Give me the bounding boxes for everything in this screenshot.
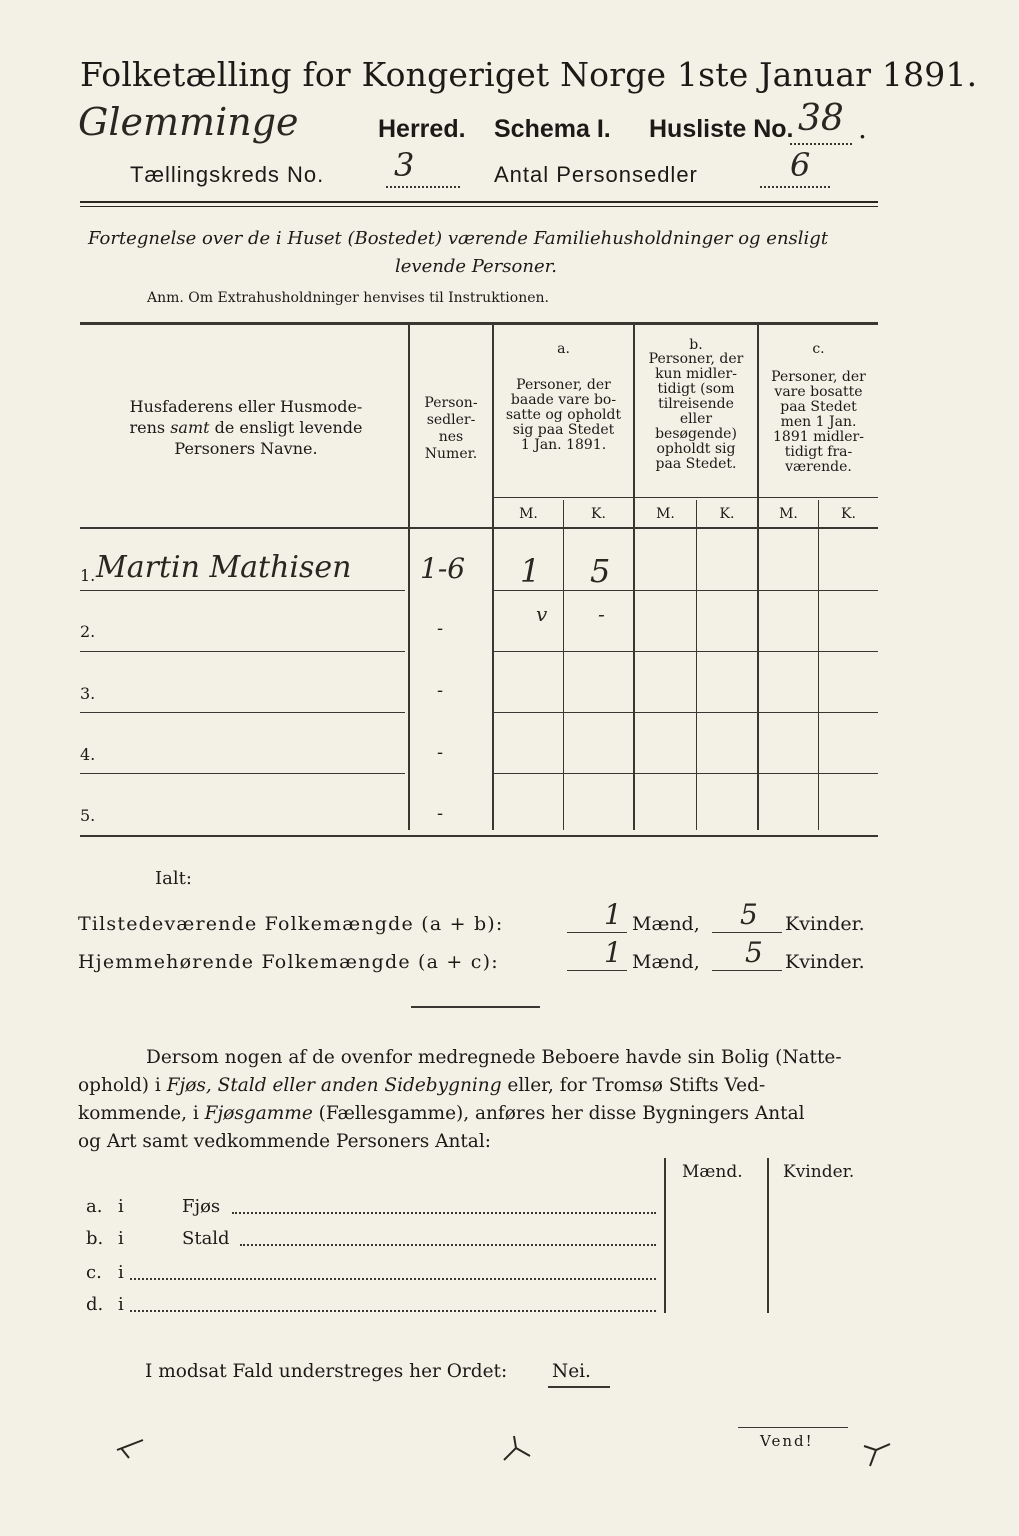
nei-word: Nei. bbox=[552, 1361, 591, 1382]
modsat-text: I modsat Fald understreges her Ordet: bbox=[145, 1361, 508, 1382]
ink-mark-icon bbox=[115, 1436, 145, 1460]
antal-personsedler-label: Antal Personsedler bbox=[494, 162, 698, 187]
section-divider bbox=[411, 1006, 540, 1008]
hjemme-label: Hjemmehørende Folkemængde (a + c): bbox=[78, 951, 499, 973]
hjemme-kvinder: 5 bbox=[745, 936, 763, 969]
schema-label: Schema I. bbox=[494, 115, 611, 143]
row-number: - bbox=[437, 618, 444, 639]
row-number: 1-6 bbox=[420, 552, 466, 585]
col-b-k: K. bbox=[719, 506, 735, 522]
col-names-header: Husfaderens eller Husmode- rens samt de ensligt levende Personers Navne. bbox=[129, 397, 363, 458]
row-number: - bbox=[437, 742, 444, 763]
ialt-label: Ialt: bbox=[155, 868, 192, 889]
intro-note: Anm. Om Extrahusholdninger henvises til Instruktionen. bbox=[147, 290, 549, 306]
table-bottom-rule bbox=[80, 835, 878, 837]
tilstede-maend: 1 bbox=[604, 898, 622, 931]
husliste-number: 38 bbox=[798, 98, 844, 139]
col-number-header: Person- sedler- nes Numer. bbox=[424, 395, 478, 462]
ink-mark-icon bbox=[862, 1442, 892, 1468]
taellingskreds-label: Tællingskreds No. bbox=[130, 162, 325, 187]
header-rule bbox=[80, 201, 878, 203]
buildings-col-maend: Mænd. bbox=[682, 1162, 743, 1182]
buildings-paragraph: Dersom nogen af de ovenfor medregnede Beboere havde sin Bolig (Natte- ophold) i Fjøs, Stald eller anden Sidebygning eller, for Tromsø Stifts Ved- kommende, i Fjøsgamme (Fællesgamme), anføres her disse Bygningers Antal og Art samt vedkommende Personers Antal: bbox=[78, 1047, 842, 1152]
col-a-letter: a. bbox=[557, 341, 570, 357]
antal-personsedler-value: 6 bbox=[790, 146, 811, 184]
form-title: Folketælling for Kongeriget Norge 1ste Januar 1891. bbox=[80, 55, 978, 94]
intro-heading-line1: Fortegnelse over de i Huset (Bostedet) værende Familiehusholdninger og ensligt bbox=[88, 228, 829, 249]
nei-underline bbox=[548, 1386, 610, 1388]
col-b-m: M. bbox=[656, 506, 675, 522]
col-c-m: M. bbox=[779, 506, 798, 522]
tilstede-kvinder: 5 bbox=[740, 898, 758, 931]
col-a-m: M. bbox=[519, 506, 538, 522]
col-a-k: K. bbox=[591, 506, 606, 522]
col-a-header: Personer, der baade vare bo- satte og opholdt sig paa Stedet 1 Jan. 1891. bbox=[505, 377, 622, 453]
row-a-m: v bbox=[536, 602, 548, 626]
col-b-header: Personer, der kun midler- tidigt (som tilreisende eller besøgende) opholdt sig paa Stedet. bbox=[648, 351, 744, 472]
hjemme-maend: 1 bbox=[604, 936, 622, 969]
vend-text: Vend! bbox=[760, 1432, 814, 1450]
row-name: Martin Mathisen bbox=[96, 550, 352, 585]
row-a-k: 5 bbox=[590, 552, 611, 590]
intro-heading-line2: levende Personer. bbox=[395, 256, 557, 277]
census-form-page: Folketælling for Kongeriget Norge 1ste Januar 1891. Glemminge Herred. Schema I. Husliste No. 38 . Tællingskreds No. 3 Antal Personsedler 6 Fortegnelse over de i Huset (Bostedet) værende Familiehusholdninger og ensligt levende Personer. Anm. Om Extrahusholdninger henvises til Instruktionen. Husfaderens eller Husmode- rens samt de ensligt levende Personers Navne. Person- sedler- nes Numer. a. Personer, der baade vare bo- satte og opholdt sig paa Stedet 1 Jan. 1891. b. Personer, der kun midler- tidigt (som tilreisende eller besøgende) opholdt sig paa Stedet. c. Personer, der vare bosatte paa Stedet men 1 Jan. 1891 midler- tidigt fra- værende. M. K. M. K. M. K. 1. Martin Mathisen 1-6 1 5 2. - v - 3. - 4. - 5. - Ialt: Tilstedeværende Folkemængde (a + b): 1 Mænd, 5 Kvinder. Hjemmehørende Folkemængde (a + c): 1 Mænd, 5 Kvinder. Dersom nogen af de ovenfor medregnede Beboere havde sin Bolig (Natte- ophold) i Fjøs, Stald eller anden Sidebygning eller, for Tromsø Stifts Ved- kommende, i Fjøsgamme (Fællesgamme), anføres her disse Bygningers Antal og Art samt vedkommende Personers Antal: Mænd. Kvinder. a. i Fjøs b. i Stald c. i d. i I modsat Fald understreges her Ordet: Nei. Vend! bbox=[0, 0, 1019, 1536]
col-c-header: Personer, der vare bosatte paa Stedet men 1 Jan. 1891 midler- tidigt fra- værende. bbox=[771, 369, 866, 475]
ink-mark-icon bbox=[500, 1434, 534, 1464]
husliste-label: Husliste No. bbox=[649, 115, 794, 143]
herred-handwritten: Glemminge bbox=[78, 100, 299, 144]
buildings-col-kvinder: Kvinder. bbox=[783, 1162, 855, 1182]
col-b-letter: b. bbox=[689, 337, 703, 353]
row-a-m: 1 bbox=[520, 552, 541, 590]
row-a-k: - bbox=[598, 602, 605, 626]
herred-label: Herred. bbox=[378, 115, 466, 143]
tilstede-label: Tilstedeværende Folkemængde (a + b): bbox=[78, 913, 504, 935]
row-number: - bbox=[437, 803, 444, 824]
col-c-k: K. bbox=[841, 506, 856, 522]
row-number: - bbox=[437, 680, 444, 701]
col-c-letter: c. bbox=[812, 341, 825, 357]
taellingskreds-number: 3 bbox=[394, 146, 415, 184]
